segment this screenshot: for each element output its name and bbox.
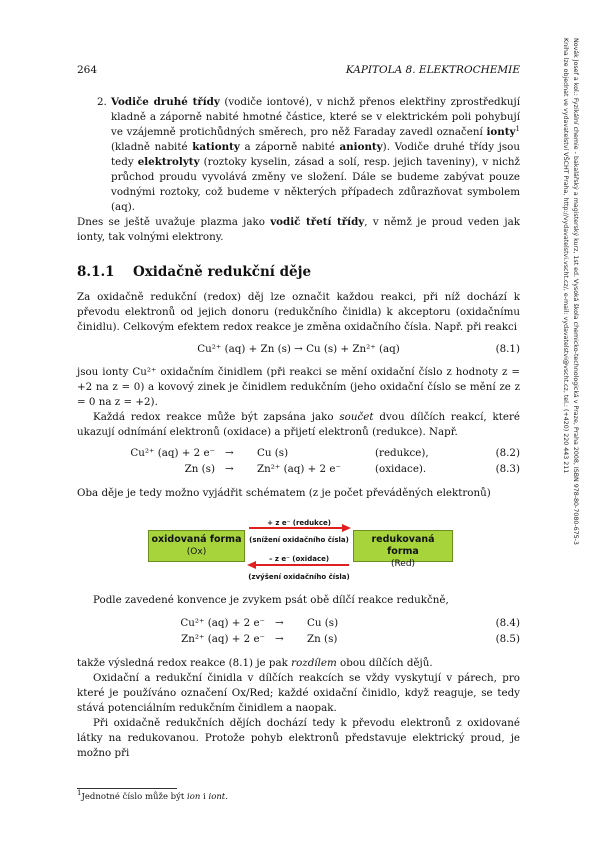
list-item-text <box>111 95 520 215</box>
eq-8-3-number: (8.3) <box>495 463 520 475</box>
eq-8-3-lhs: Zn (s) <box>184 463 215 475</box>
oxidation-label: – z e⁻ (oxidace) <box>268 555 330 563</box>
word-ion: ion <box>187 792 201 802</box>
term-ions: ionty <box>486 126 516 138</box>
equation-number: (8.1) <box>495 343 520 355</box>
equation-8-1 <box>77 342 520 358</box>
oxidized-form-box <box>148 530 245 562</box>
paragraph-redox: Za oxidačně redukční (redox) děj lze označit každou reakci, při níž dochází k převodu elektronů od jejich donoru (redukčního činidla) k akceptoru (oxidačnímu činidlu). Celkovým efektem redox reakce je změna oxidačního čísla. Např. při reakci <box>77 291 520 333</box>
section-heading <box>77 265 520 280</box>
eq-8-2-rhs: Cu (s) <box>257 447 289 459</box>
text: (kladně nabité <box>111 141 193 153</box>
text: takže výsledná redox reakce (8.1) je pak <box>77 657 292 669</box>
word-iont: iont <box>208 792 226 802</box>
emphasis-difference: rozdílem <box>291 657 337 669</box>
term-electrolytes: elektrolyty <box>137 156 200 168</box>
text: (vodiče iontové), v nichž přenos elektřiny zprostředkují kladně a záporně nabité hmotné částice, které se v elektrickém poli pohybují ve vzájemně protichůdných směrech, pro něž Faraday zavedl označení <box>111 96 520 138</box>
text: i <box>200 792 209 802</box>
text: Dnes se ještě uvažuje plazma jako <box>77 216 271 228</box>
footnote <box>77 788 520 802</box>
main-text <box>77 95 520 761</box>
footnote-text <box>77 789 520 802</box>
emphasis-sum: součet <box>339 411 374 423</box>
footnote-mark: 1 <box>77 789 82 797</box>
term-cations: kationty <box>192 141 240 153</box>
reduction-label: + z e⁻ (redukce) <box>267 519 331 527</box>
text: ). Vodiče druhé třídy jsou tedy <box>111 141 520 168</box>
list-item <box>77 95 520 215</box>
text: Každá redox reakce může být zapsána jako <box>93 411 340 423</box>
text: a záporně nabité <box>239 141 340 153</box>
eq-8-3-note: (oxidace). <box>375 463 427 475</box>
eq-8-5-number: (8.5) <box>495 633 520 645</box>
oxidized-form-symbol: (Ox) <box>186 547 207 557</box>
paragraph-scheme: Oba děje je tedy možno vyjádřit schématem (z je počet převáděných elektronů) <box>77 487 491 499</box>
side-note-line-2: Kniha lze objednat ve vydavatelství VŠCHT Praha, http://vydavatelstvi.vscht.cz/, e-mail: vydavatelstvi@vscht.cz, tel.: (+420) 220 443 211 <box>562 38 569 474</box>
eq-8-2-note: (redukce), <box>375 447 429 459</box>
chapter-title: KAPITOLA 8. ELEKTROCHEMIE <box>345 64 520 76</box>
paragraph-pairs: Oxidační a redukční činidla v dílčích reakcích se vždy vyskytují v párech, pro které je používáno označení Ox/Red; každé oxidační činidlo, když reaguje, se tedy stává potenciálním redukčním činidlem a naopak. <box>77 672 520 714</box>
eq-8-2-lhs: Cu²⁺ (aq) + 2 e⁻ <box>130 447 215 459</box>
side-margin-note <box>560 38 580 545</box>
paragraph-transfer: Při oxidačně redukčních dějích dochází tedy k převodu elektronů z oxidované látky na redukovanou. Protože pohyb elektronů představuje elektrický proud, je možno při <box>77 717 520 759</box>
text: (roztoky kyselin, zásad a solí, resp. jejich taveniny), v nichž průchod proudu vyvolává změny ve složení. Dále se budeme zabývat pouze vodnými roztoky, což budeme v některých případech zdůrazňovat symbolem (aq). <box>111 156 520 213</box>
paragraph-sum <box>77 410 520 440</box>
term-second-class: Vodiče druhé třídy <box>111 96 220 108</box>
eq-8-5-arrow: → <box>275 633 284 645</box>
eq-8-2-arrow: → <box>225 447 234 459</box>
footnote-rule <box>77 788 177 789</box>
eq-8-4-lhs: Cu²⁺ (aq) + 2 e⁻ <box>180 617 265 629</box>
eq-8-3-rhs: Zn²⁺ (aq) + 2 e⁻ <box>257 463 341 475</box>
reduction-sublabel: (snížení oxidačního čísla) <box>249 536 349 544</box>
eq-8-4-rhs: Cu (s) <box>307 617 339 629</box>
reduced-form-title: redukovaná forma <box>371 534 435 557</box>
eq-8-4-arrow: → <box>275 617 284 629</box>
equations-8-4-8-5 <box>77 616 520 650</box>
oxidation-sublabel: (zvýšení oxidačního čísla) <box>248 573 350 581</box>
equation-text: Cu²⁺ (aq) + Zn (s) → Cu (s) + Zn²⁺ (aq) <box>197 343 400 355</box>
paragraph-ions: jsou ionty Cu²⁺ oxidačním činidlem (při reakci se mění oxidační číslo z hodnoty z = +2 na z = 0) a kovový zinek je činidlem redukčním (jeho oxidační číslo se mění ze z = 0 na z = +2). <box>77 366 520 408</box>
footnote-ref[interactable]: 1 <box>515 125 520 133</box>
section-number: 8.1.1 <box>77 264 115 280</box>
eq-8-4-number: (8.4) <box>495 617 520 629</box>
eq-8-5-rhs: Zn (s) <box>307 633 338 645</box>
reduced-form-symbol: (Red) <box>390 559 416 569</box>
paragraph-plasma <box>77 215 520 245</box>
term-third-class: vodič třetí třídy <box>270 216 365 228</box>
text: Jednotné číslo může být <box>81 792 188 802</box>
eq-8-3-arrow: → <box>225 463 234 475</box>
text: . <box>225 792 228 802</box>
equations-8-2-8-3 <box>77 446 520 480</box>
paragraph-convention: Podle zavedené konvence je zvykem psát obě dílčí reakce redukčně, <box>93 594 449 606</box>
term-anions: anionty <box>339 141 383 153</box>
paragraph-result <box>77 656 520 671</box>
section-title: Oxidačně redukční děje <box>133 264 312 280</box>
eq-8-2-number: (8.2) <box>495 447 520 459</box>
page-number: 264 <box>77 64 98 76</box>
oxidized-form-title: oxidovaná forma <box>151 534 242 545</box>
eq-8-5-lhs: Zn²⁺ (aq) + 2 e⁻ <box>181 633 265 645</box>
reduced-form-box <box>353 530 453 569</box>
text: dvou dílčích reakcí, které ukazují odnímání elektronů (oxidace) a přijetí elektronů (redukce). Např. <box>77 411 520 438</box>
redox-scheme-diagram <box>77 509 520 583</box>
side-note-line-1: Novák Josef a kol.: Fyzikální chemie - bakalářský a magisterský kurz, 1st ed. Vysoká škola chemicko-technologická v Praze, Praha 2008, ISBN 978-80-7080-675-3 <box>572 38 579 545</box>
list-item-label: 2. <box>97 96 107 108</box>
text: , v němž je proud veden jak ionty, tak volnými elektrony. <box>77 216 520 243</box>
text: obou dílčích dějů. <box>336 657 433 669</box>
